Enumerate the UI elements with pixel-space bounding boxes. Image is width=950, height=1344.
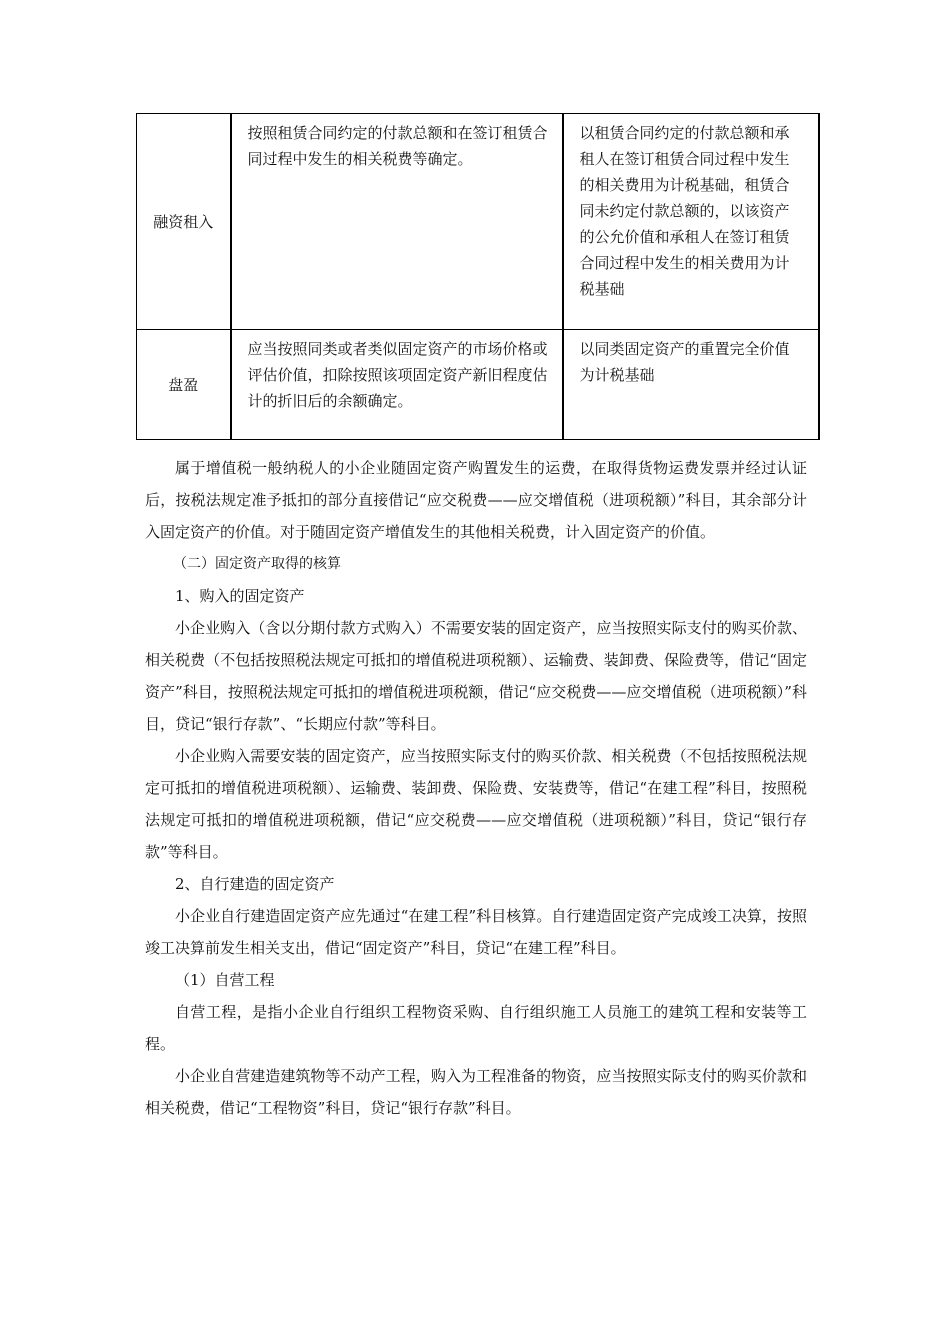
table-row — [137, 114, 819, 330]
paragraph: 属于增值税一般纳税人的小企业随固定资产购置发生的运费，在取得货物运费发票并经过认证后，按税法规定准予抵扣的部分直接借记“应交税费——应交增值税（进项税额）”科目，其余部分计入固定资产的价值。对于随固定资产增值发生的其他相关税费，计入固定资产的价值。 — [145, 459, 807, 541]
accounting-basis-cell — [231, 114, 563, 330]
body-text — [145, 452, 807, 1124]
row-category: 盘盈 — [168, 375, 199, 394]
paragraph: 小企业自营建造建筑物等不动产工程，购入为工程准备的物资，应当按照实际支付的购买价款和相关税费，借记“工程物资”科目，贷记“银行存款”科目。 — [145, 1067, 807, 1117]
table-row — [137, 330, 819, 440]
accounting-basis-text: 应当按照同类或者类似固定资产的市场价格或评估价值，扣除按照该项固定资产新旧程度估计的折旧后的余额确定。 — [247, 340, 548, 410]
accounting-basis-text: 按照租赁合同约定的付款总额和在签订租赁合同过程中发生的相关税费等确定。 — [247, 124, 548, 168]
paragraph: 小企业购入需要安装的固定资产，应当按照实际支付的购买价款、相关税费（不包括按照税法规定可抵扣的增值税进项税额）、运输费、装卸费、保险费、安装费等，借记“在建工程”科目，按照税法规定可抵扣的增值税进项税额，借记“应交税费——应交增值税（进项税额）”科目，贷记“银行存款”等科目。 — [145, 747, 807, 861]
asset-basis-table — [136, 113, 820, 440]
subsection-heading: （1）自营工程 — [175, 971, 275, 989]
tax-basis-cell — [563, 114, 819, 330]
subsection-heading: 1、购入的固定资产 — [175, 587, 305, 605]
subsection-heading: 2、自行建造的固定资产 — [175, 875, 335, 893]
paragraph: 小企业自行建造固定资产应先通过“在建工程”科目核算。自行建造固定资产完成竣工决算，按照竣工决算前发生相关支出，借记“固定资产”科目，贷记“在建工程”科目。 — [145, 907, 807, 957]
accounting-basis-cell — [231, 330, 563, 440]
tax-basis-cell — [563, 330, 819, 440]
paragraph: 小企业购入（含以分期付款方式购入）不需要安装的固定资产，应当按照实际支付的购买价款、相关税费（不包括按照税法规定可抵扣的增值税进项税额）、运输费、装卸费、保险费等，借记“固定资产”科目，按照税法规定可抵扣的增值税进项税额，借记“应交税费——应交增值税（进项税额）”科目，贷记“银行存款”、“长期应付款”等科目。 — [145, 619, 807, 733]
paragraph: 自营工程，是指小企业自行组织工程物资采购、自行组织施工人员施工的建筑工程和安装等工程。 — [145, 1003, 807, 1053]
tax-basis-text: 以同类固定资产的重置完全价值为计税基础 — [579, 340, 790, 384]
tax-basis-text: 以租赁合同约定的付款总额和承租人在签订租赁合同过程中发生的相关费用为计税基础，租赁合同未约定付款总额的，以该资产的公允价值和承租人在签订租赁合同过程中发生的相关费用为计税基础 — [579, 124, 790, 298]
row-category: 融资租入 — [153, 212, 214, 231]
row-category-cell — [137, 114, 231, 330]
row-category-cell — [137, 330, 231, 440]
section-heading: （二）固定资产取得的核算 — [173, 556, 341, 572]
